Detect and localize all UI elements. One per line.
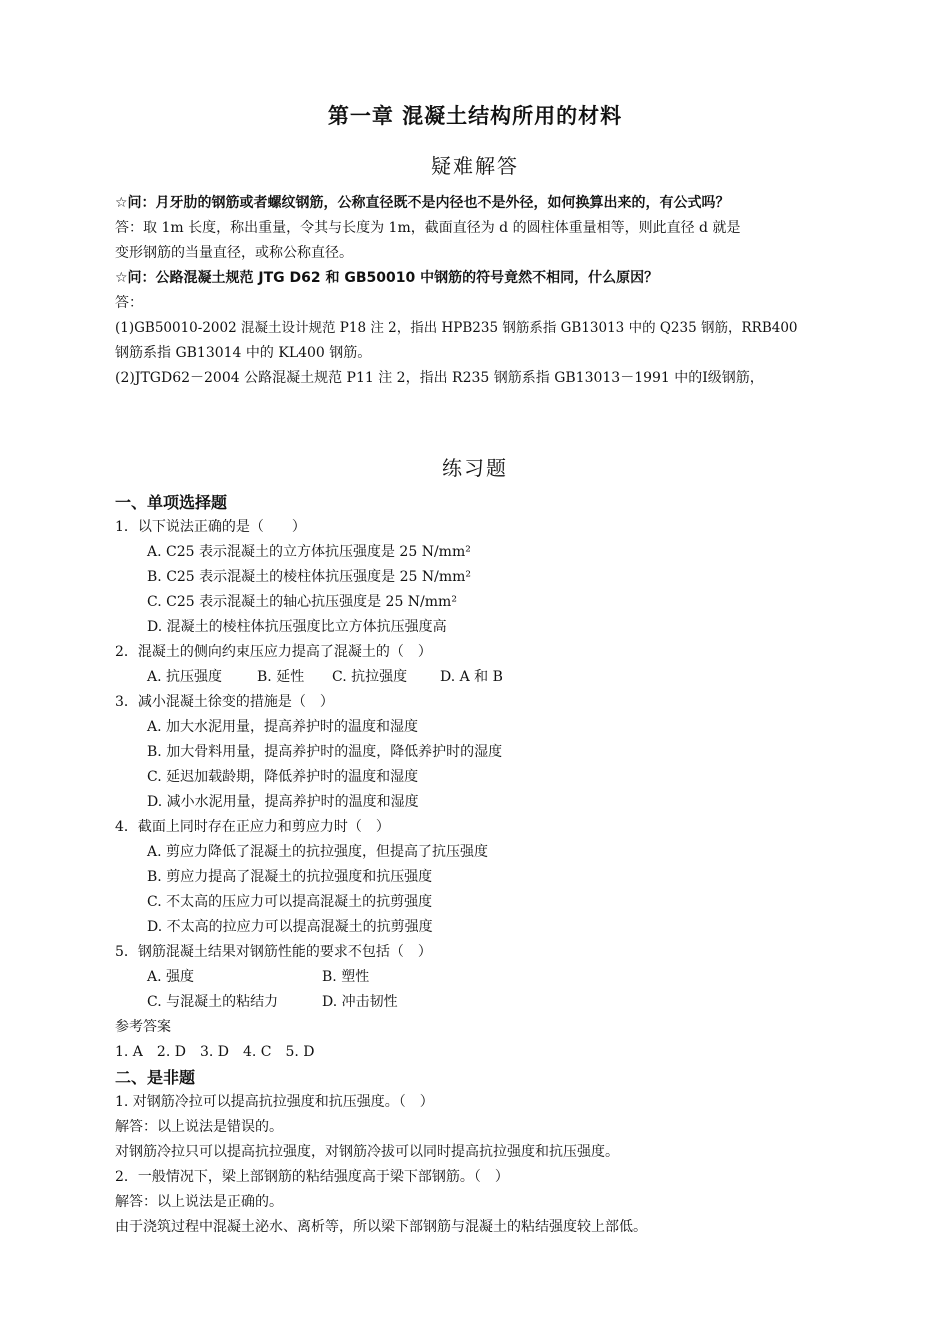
question-3-stem: 3．减小混凝土徐变的措施是（ ） bbox=[115, 694, 334, 710]
question-5-option-b: B. 塑性 bbox=[322, 969, 370, 985]
exercises-section bbox=[115, 490, 840, 1240]
tf-question-2-stem: 2．一般情况下，梁上部钢筋的粘结强度高于梁下部钢筋。（ ） bbox=[115, 1169, 509, 1185]
tf-question-1-explanation: 对钢筋冷拉只可以提高抗拉强度，对钢筋冷拔可以同时提高抗拉强度和抗压强度。 bbox=[115, 1144, 619, 1160]
faq-question-1: ☆问：月牙肋的钢筋或者螺纹钢筋，公称直径既不是内径也不是外径，如何换算出来的，有公式吗？ bbox=[115, 195, 730, 211]
question-5-option-c: C. 与混凝土的粘结力 bbox=[147, 994, 279, 1010]
answer-key-label: 参考答案 bbox=[115, 1019, 171, 1035]
question-2-option-d: D. A 和 B bbox=[440, 669, 503, 685]
question-4-option-b: B. 剪应力提高了混凝土的抗拉强度和抗压强度 bbox=[147, 869, 433, 885]
faq-answer-1-line-1: 答：取 1m 长度，称出重量，令其与长度为 1m，截面直径为 d 的圆柱体重量相等，则此直径 d 就是 bbox=[115, 220, 741, 236]
question-3-option-d: D. 减小水泥用量，提高养护时的温度和湿度 bbox=[147, 794, 419, 810]
chapter-title: 第一章 混凝土结构所用的材料 bbox=[327, 104, 623, 128]
faq-question-2: ☆问：公路混凝土规范 JTG D62 和 GB50010 中钢筋的符号竟然不相同，什么原因？ bbox=[115, 270, 659, 286]
question-3-option-a: A. 加大水泥用量，提高养护时的温度和湿度 bbox=[147, 719, 419, 735]
faq-answer-2-point-2: (2)JTGD62－2004 公路混凝土规范 P11 注 2，指出 R235 钢筋系指 GB13013－1991 中的Ⅰ级钢筋， bbox=[115, 370, 764, 386]
question-2-option-c: C. 抗拉强度 bbox=[332, 669, 408, 685]
faq-answer-2-point-1-line-2: 钢筋系指 GB13014 中的 KL400 钢筋。 bbox=[115, 345, 372, 361]
true-false-heading: 二、是非题 bbox=[115, 1068, 196, 1087]
question-5-options-row-1 bbox=[115, 965, 840, 990]
tf-question-1-answer: 解答：以上说法是错误的。 bbox=[115, 1119, 283, 1135]
answer-key: 1. A 2. D 3. D 4. C 5. D bbox=[115, 1044, 315, 1060]
multiple-choice-heading: 一、单项选择题 bbox=[115, 493, 228, 512]
question-5-option-a: A. 强度 bbox=[147, 969, 195, 985]
faq-section bbox=[115, 191, 840, 391]
question-3-option-c: C. 延迟加载龄期，降低养护时的温度和湿度 bbox=[147, 769, 419, 785]
question-4-stem: 4．截面上同时存在正应力和剪应力时（ ） bbox=[115, 819, 390, 835]
question-1-option-b: B. C25 表示混凝土的棱柱体抗压强度是 25 N/mm² bbox=[147, 569, 472, 585]
question-2-stem: 2．混凝土的侧向约束压应力提高了混凝土的（ ） bbox=[115, 644, 432, 660]
exercises-title: 练习题 bbox=[442, 456, 508, 480]
question-5-options-row-2 bbox=[115, 990, 840, 1015]
question-5-stem: 5．钢筋混凝土结果对钢筋性能的要求不包括（ ） bbox=[115, 944, 432, 960]
question-1-option-a: A. C25 表示混凝土的立方体抗压强度是 25 N/mm² bbox=[147, 544, 471, 560]
question-3-option-b: B. 加大骨料用量，提高养护时的温度，降低养护时的湿度 bbox=[147, 744, 503, 760]
question-1-stem: 1．以下说法正确的是（ ） bbox=[115, 519, 306, 535]
question-5-option-d: D. 冲击韧性 bbox=[322, 994, 398, 1010]
question-1-option-c: C. C25 表示混凝土的轴心抗压强度是 25 N/mm² bbox=[147, 594, 457, 610]
question-2-options bbox=[115, 665, 840, 690]
tf-question-2-explanation: 由于浇筑过程中混凝土泌水、离析等，所以梁下部钢筋与混凝土的粘结强度较上部低。 bbox=[115, 1219, 647, 1235]
question-4-option-d: D. 不太高的拉应力可以提高混凝土的抗剪强度 bbox=[147, 919, 433, 935]
faq-answer-2-label: 答： bbox=[115, 295, 143, 311]
question-4-option-a: A. 剪应力降低了混凝土的抗拉强度，但提高了抗压强度 bbox=[147, 844, 489, 860]
question-1-option-d: D. 混凝土的棱柱体抗压强度比立方体抗压强度高 bbox=[147, 619, 447, 635]
faq-answer-2-point-1-line-1: (1)GB50010-2002 混凝土设计规范 P18 注 2，指出 HPB235 钢筋系指 GB13013 中的 Q235 钢筋，RRB400 bbox=[115, 320, 798, 336]
question-2-option-b: B. 延性 bbox=[257, 669, 305, 685]
question-4-option-c: C. 不太高的压应力可以提高混凝土的抗剪强度 bbox=[147, 894, 433, 910]
faq-answer-1-line-2: 变形钢筋的当量直径，或称公称直径。 bbox=[115, 245, 353, 261]
tf-question-1-stem: 1. 对钢筋冷拉可以提高抗拉强度和抗压强度。（ ） bbox=[115, 1094, 434, 1110]
tf-question-2-answer: 解答：以上说法是正确的。 bbox=[115, 1194, 283, 1210]
question-2-option-a: A. 抗压强度 bbox=[147, 669, 223, 685]
faq-title: 疑难解答 bbox=[431, 154, 519, 178]
